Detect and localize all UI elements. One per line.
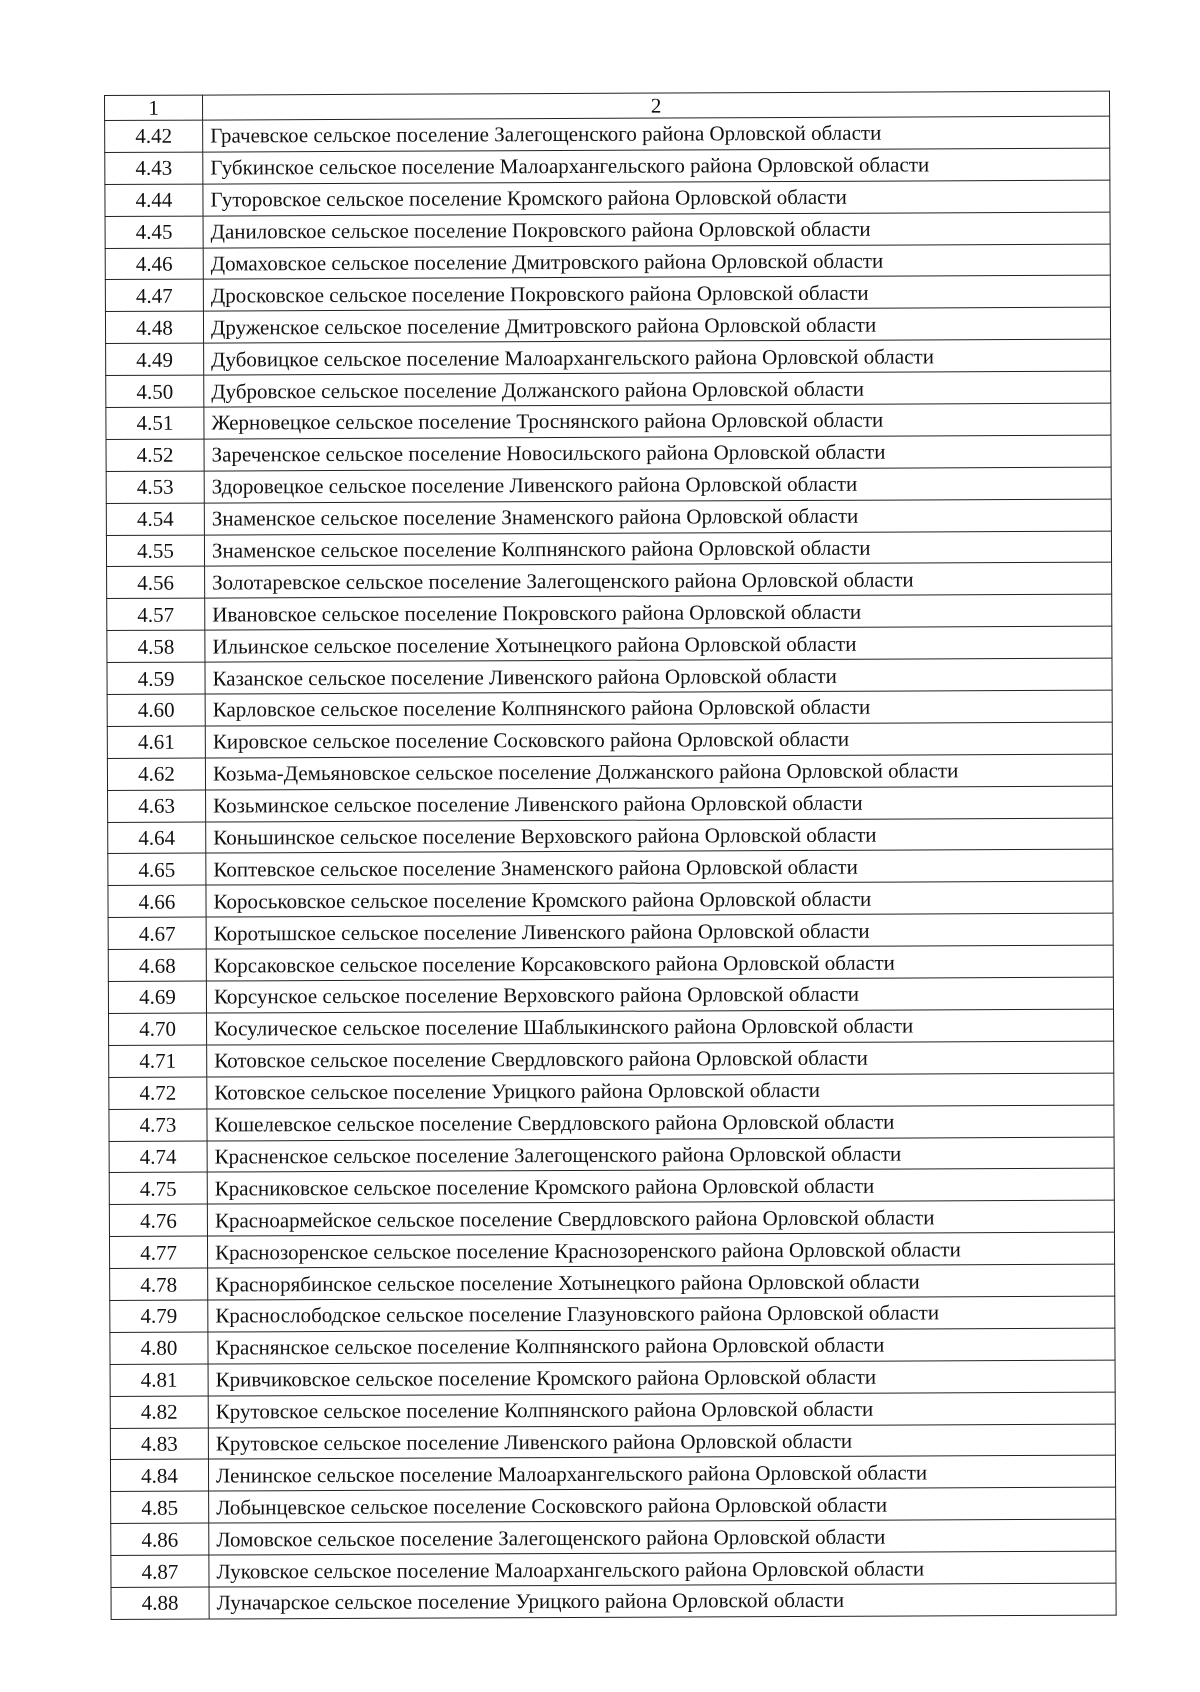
row-number: 4.64 xyxy=(108,822,206,854)
table-row xyxy=(106,371,1111,407)
table-row xyxy=(105,180,1110,216)
settlement-name: Карловское сельское поселение Колпнянского района Орловской области xyxy=(205,690,1112,726)
settlement-name: Луковское сельское поселение Малоархангельского района Орловской области xyxy=(209,1551,1116,1587)
settlement-name: Ивановское сельское поселение Покровского района Орловской области xyxy=(205,594,1112,630)
settlement-name: Казанское сельское поселение Ливенского района Орловской области xyxy=(205,658,1112,694)
settlement-name: Домаховское сельское поселение Дмитровского района Орловской области xyxy=(203,244,1110,280)
row-number: 4.84 xyxy=(110,1459,208,1491)
row-number: 4.75 xyxy=(109,1172,207,1204)
settlement-name: Ильинское сельское поселение Хотынецкого района Орловской области xyxy=(205,626,1112,662)
table-row xyxy=(110,1392,1115,1428)
table-row xyxy=(107,594,1112,630)
row-number: 4.53 xyxy=(106,471,204,503)
row-number: 4.44 xyxy=(105,184,203,216)
row-number: 4.86 xyxy=(111,1523,209,1555)
table-row xyxy=(105,276,1110,312)
row-number: 4.48 xyxy=(105,311,203,343)
row-number: 4.83 xyxy=(110,1428,208,1460)
row-number: 4.43 xyxy=(105,152,203,184)
row-number: 4.45 xyxy=(105,216,203,248)
table-row xyxy=(107,563,1112,599)
row-number: 4.85 xyxy=(111,1491,209,1523)
table-row xyxy=(110,1360,1115,1396)
row-number: 4.51 xyxy=(106,407,204,439)
row-number: 4.52 xyxy=(106,439,204,471)
row-number: 4.46 xyxy=(105,248,203,280)
row-number: 4.59 xyxy=(107,662,205,694)
settlement-name: Коптевское сельское поселение Знаменского района Орловской области xyxy=(206,850,1113,886)
settlement-name: Кировское сельское поселение Сосковского района Орловской области xyxy=(205,722,1112,758)
table-row xyxy=(105,212,1110,248)
row-number: 4.78 xyxy=(110,1268,208,1300)
table-row xyxy=(110,1456,1115,1492)
row-number: 4.54 xyxy=(106,503,204,535)
row-number: 4.57 xyxy=(107,598,205,630)
header-column-number: 1 xyxy=(105,95,203,120)
settlement-name: Ломовское сельское поселение Залегощенского района Орловской области xyxy=(209,1519,1116,1555)
settlement-name: Друженское сельское поселение Дмитровского района Орловской области xyxy=(203,307,1110,343)
settlement-name: Крутовское сельское поселение Ливенского района Орловской области xyxy=(208,1424,1115,1460)
table-row xyxy=(109,1041,1114,1077)
row-number: 4.80 xyxy=(110,1332,208,1364)
row-number: 4.62 xyxy=(107,758,205,790)
row-number: 4.65 xyxy=(108,854,206,886)
table-row xyxy=(109,1200,1114,1236)
table-row xyxy=(107,690,1112,726)
row-number: 4.74 xyxy=(109,1141,207,1173)
table-row xyxy=(107,754,1112,790)
table-row xyxy=(105,307,1110,343)
table-row xyxy=(109,1073,1114,1109)
header-column-name: 2 xyxy=(203,91,1110,120)
row-number: 4.56 xyxy=(107,567,205,599)
table-row xyxy=(111,1583,1116,1619)
table-row xyxy=(107,658,1112,694)
row-number: 4.47 xyxy=(105,280,203,312)
table-row xyxy=(106,531,1111,567)
settlement-name: Даниловское сельское поселение Покровского района Орловской области xyxy=(203,212,1110,248)
settlement-name: Золотаревское сельское поселение Залегощенского района Орловской области xyxy=(205,563,1112,599)
settlement-name: Грачевское сельское поселение Залегощенского района Орловской области xyxy=(203,116,1110,152)
row-number: 4.50 xyxy=(106,375,204,407)
row-number: 4.61 xyxy=(107,726,205,758)
table-row xyxy=(105,244,1110,280)
settlement-name: Жерновецкое сельское поселение Троснянского района Орловской области xyxy=(204,403,1111,439)
row-number: 4.42 xyxy=(105,120,203,152)
row-number: 4.77 xyxy=(109,1236,207,1268)
row-number: 4.55 xyxy=(106,535,204,567)
table-row xyxy=(106,403,1111,439)
table-row xyxy=(107,626,1112,662)
settlement-name: Ленинское сельское поселение Малоархангельского района Орловской области xyxy=(208,1456,1115,1492)
row-number: 4.67 xyxy=(108,917,206,949)
table-row xyxy=(106,467,1111,503)
table-row xyxy=(111,1519,1116,1555)
settlement-name: Гуторовское сельское поселение Кромского района Орловской области xyxy=(203,180,1110,216)
table-row xyxy=(106,499,1111,535)
table-row xyxy=(106,339,1111,375)
row-number: 4.58 xyxy=(107,630,205,662)
settlements-table-body xyxy=(105,91,1117,1619)
settlement-name: Красниковское сельское поселение Кромского района Орловской области xyxy=(207,1168,1114,1204)
row-number: 4.63 xyxy=(108,790,206,822)
settlement-name: Губкинское сельское поселение Малоархангельского района Орловской области xyxy=(203,148,1110,184)
settlement-name: Красноармейское сельское поселение Свердловского района Орловской области xyxy=(207,1200,1114,1236)
table-row xyxy=(110,1328,1115,1364)
table-row xyxy=(108,786,1113,822)
settlement-name: Котовское сельское поселение Свердловского района Орловской области xyxy=(207,1041,1114,1077)
settlement-name: Коротышское сельское поселение Ливенского района Орловской области xyxy=(206,913,1113,949)
settlement-name: Корсаковское сельское поселение Корсаковского района Орловской области xyxy=(206,945,1113,981)
table-row xyxy=(110,1296,1115,1332)
settlement-name: Кошелевское сельское поселение Свердловского района Орловской области xyxy=(207,1105,1114,1141)
settlement-name: Краснослободское сельское поселение Глазуновского района Орловской области xyxy=(208,1296,1115,1332)
row-number: 4.79 xyxy=(110,1300,208,1332)
row-number: 4.49 xyxy=(106,343,204,375)
row-number: 4.73 xyxy=(109,1109,207,1141)
settlement-name: Короськовское сельское поселение Кромского района Орловской области xyxy=(206,881,1113,917)
settlement-name: Знаменское сельское поселение Колпнянского района Орловской области xyxy=(204,531,1111,567)
settlement-name: Коньшинское сельское поселение Верховского района Орловской области xyxy=(206,818,1113,854)
settlement-name: Зареченское сельское поселение Новосильского района Орловской области xyxy=(204,435,1111,471)
settlement-name: Крутовское сельское поселение Колпнянского района Орловской области xyxy=(208,1392,1115,1428)
row-number: 4.71 xyxy=(109,1045,207,1077)
table-row xyxy=(108,850,1113,886)
table-row xyxy=(108,881,1113,917)
row-number: 4.66 xyxy=(108,885,206,917)
settlement-name: Козьма-Демьяновское сельское поселение Должанского района Орловской области xyxy=(205,754,1112,790)
table-row xyxy=(109,1232,1114,1268)
settlement-name: Знаменское сельское поселение Знаменского района Орловской области xyxy=(204,499,1111,535)
settlement-name: Дросковское сельское поселение Покровского района Орловской области xyxy=(203,276,1110,312)
table-row xyxy=(109,1168,1114,1204)
settlement-name: Кривчиковское сельское поселение Кромского района Орловской области xyxy=(208,1360,1115,1396)
table-row xyxy=(110,1424,1115,1460)
table-row xyxy=(111,1487,1116,1523)
table-row xyxy=(107,722,1112,758)
table-row xyxy=(106,435,1111,471)
settlement-name: Котовское сельское поселение Урицкого района Орловской области xyxy=(207,1073,1114,1109)
table-row xyxy=(108,945,1113,981)
settlement-name: Луначарское сельское поселение Урицкого района Орловской области xyxy=(209,1583,1116,1619)
settlement-name: Здоровецкое сельское поселение Ливенского района Орловской области xyxy=(204,467,1111,503)
settlement-name: Корсунское сельское поселение Верховского района Орловской области xyxy=(206,977,1113,1013)
settlement-name: Краснорябинское сельское поселение Хотынецкого района Орловской области xyxy=(208,1264,1115,1300)
table-row xyxy=(105,116,1110,152)
row-number: 4.72 xyxy=(109,1077,207,1109)
settlement-name: Краснянское сельское поселение Колпнянского района Орловской области xyxy=(208,1328,1115,1364)
table-row xyxy=(105,148,1110,184)
table-row xyxy=(108,818,1113,854)
table-row xyxy=(108,977,1113,1013)
row-number: 4.81 xyxy=(110,1364,208,1396)
row-number: 4.88 xyxy=(111,1587,209,1619)
settlements-table xyxy=(104,91,1117,1620)
row-number: 4.87 xyxy=(111,1555,209,1587)
row-number: 4.68 xyxy=(108,949,206,981)
row-number: 4.70 xyxy=(109,1013,207,1045)
table-row xyxy=(108,913,1113,949)
table-row xyxy=(109,1105,1114,1141)
table-row xyxy=(109,1137,1114,1173)
settlement-name: Краснозоренское сельское поселение Краснозоренского района Орловской области xyxy=(207,1232,1114,1268)
row-number: 4.60 xyxy=(107,694,205,726)
settlement-name: Дубровское сельское поселение Должанского района Орловской области xyxy=(204,371,1111,407)
row-number: 4.69 xyxy=(108,981,206,1013)
table-row xyxy=(111,1551,1116,1587)
settlement-name: Красненское сельское поселение Залегощенского района Орловской области xyxy=(207,1137,1114,1173)
settlement-name: Козьминское сельское поселение Ливенского района Орловской области xyxy=(206,786,1113,822)
table-row xyxy=(109,1009,1114,1045)
settlement-name: Лобынцевское сельское поселение Сосковского района Орловской области xyxy=(209,1487,1116,1523)
row-number: 4.82 xyxy=(110,1396,208,1428)
table-row xyxy=(110,1264,1115,1300)
settlement-name: Косулическое сельское поселение Шаблыкинского района Орловской области xyxy=(207,1009,1114,1045)
settlement-name: Дубовицкое сельское поселение Малоархангельского района Орловской области xyxy=(204,339,1111,375)
row-number: 4.76 xyxy=(109,1204,207,1236)
